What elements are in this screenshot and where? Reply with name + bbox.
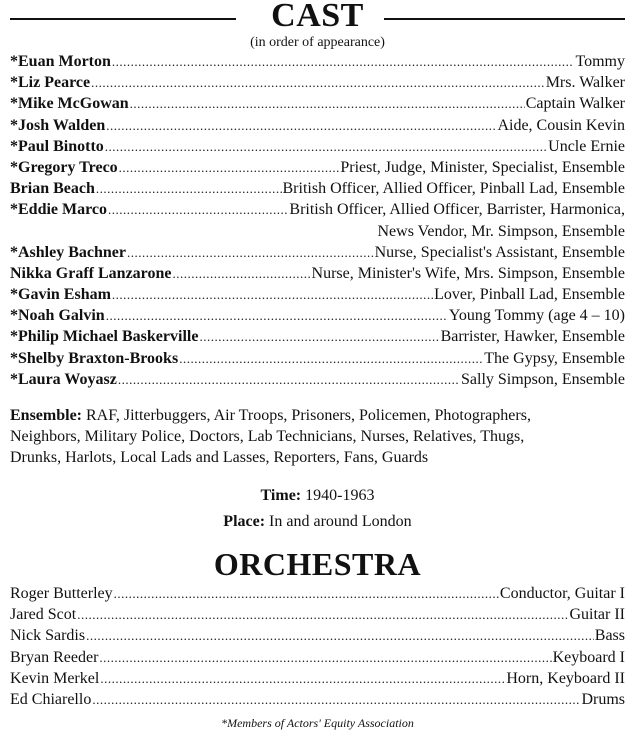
dot-leader <box>99 647 551 668</box>
cast-title: CAST <box>271 0 364 34</box>
performer-name: *Eddie Marco <box>10 201 108 219</box>
performer-name: *Paul Binotto <box>10 137 104 155</box>
cast-row <box>10 51 625 72</box>
role-text: Nurse, Specialist's Assistant, Ensemble <box>374 243 625 261</box>
role-text: The Gypsy, Ensemble <box>484 349 625 367</box>
cast-row <box>10 115 625 136</box>
ensemble-text: RAF, Jitterbuggers, Air Troops, Prisoners, Policemen, Photographers, <box>86 407 531 424</box>
dot-leader <box>77 604 568 625</box>
role-text: Young Tommy (age 4 – 10) <box>448 307 625 325</box>
cast-row <box>10 326 625 347</box>
dot-leader <box>96 178 282 199</box>
role-text: Horn, Keyboard II <box>506 669 625 687</box>
dot-leader <box>118 369 460 390</box>
cast-subtitle: (in order of appearance) <box>250 35 385 50</box>
dot-leader <box>106 115 496 136</box>
performer-name: *Josh Walden <box>10 116 106 134</box>
cast-row <box>10 199 625 220</box>
ensemble-paragraph <box>10 405 625 468</box>
dot-leader <box>106 305 448 326</box>
performer-name: Jared Scot <box>10 606 77 624</box>
equity-footnote: *Members of Actors' Equity Association <box>221 716 414 730</box>
cast-rule-right <box>384 18 625 20</box>
cast-row <box>10 305 625 326</box>
dot-leader <box>112 284 433 305</box>
role-text: Barrister, Hawker, Ensemble <box>440 328 625 346</box>
cast-row <box>10 136 625 157</box>
role-text: Captain Walker <box>525 95 625 113</box>
orchestra-row <box>10 689 625 710</box>
role-text: Nurse, Minister's Wife, Mrs. Simpson, Ensemble <box>311 264 625 282</box>
dot-leader <box>127 242 374 263</box>
role-text: Drums <box>581 690 625 708</box>
cast-row <box>10 242 625 263</box>
dot-leader <box>179 348 483 369</box>
performer-name: *Ashley Bachner <box>10 243 126 261</box>
role-text: Keyboard I <box>552 648 625 666</box>
orchestra-title: ORCHESTRA <box>213 546 422 582</box>
role-text: British Officer, Allied Officer, Barrister, Harmonica, <box>289 201 625 219</box>
cast-list <box>10 51 625 390</box>
time-label: Time: <box>260 487 302 504</box>
dot-leader <box>105 136 547 157</box>
performer-name: Brian Beach <box>10 180 95 198</box>
performer-name: Nikka Graff Lanzarone <box>10 264 172 282</box>
performer-name: Bryan Reeder <box>10 648 99 666</box>
performer-name: Ed Chiarello <box>10 690 92 708</box>
cast-row <box>10 263 625 284</box>
place-line <box>0 513 635 531</box>
orchestra-row <box>10 668 625 689</box>
ensemble-line <box>10 405 625 426</box>
orchestra-row <box>10 604 625 625</box>
orchestra-list <box>10 583 625 710</box>
dot-leader <box>91 72 545 93</box>
performer-name: *Euan Morton <box>10 53 111 70</box>
orchestra-row <box>10 647 625 668</box>
performer-name: *Noah Galvin <box>10 307 105 325</box>
cast-row <box>10 157 625 178</box>
place-value: In and around London <box>269 513 412 530</box>
role-text: Conductor, Guitar I <box>499 585 625 602</box>
dot-leader <box>112 51 575 72</box>
dot-leader <box>92 689 580 710</box>
cast-row <box>10 178 625 199</box>
role-text: Priest, Judge, Minister, Specialist, Ensemble <box>340 158 625 176</box>
role-text: Guitar II <box>569 606 625 624</box>
cast-row <box>10 93 625 114</box>
performer-name: *Shelby Braxton-Brooks <box>10 349 179 367</box>
cast-row <box>10 348 625 369</box>
dot-leader <box>199 326 439 347</box>
role-text: News Vendor, Mr. Simpson, Ensemble <box>377 222 625 240</box>
role-text: Lover, Pinball Lad, Ensemble <box>434 286 625 304</box>
cast-header <box>0 0 635 56</box>
dot-leader <box>100 668 505 689</box>
role-text: Uncle Ernie <box>548 137 625 155</box>
dot-leader <box>172 263 310 284</box>
performer-name: Nick Sardis <box>10 627 86 645</box>
performer-name: *Philip Michael Baskerville <box>10 328 199 346</box>
performer-name: *Mike McGowan <box>10 95 129 113</box>
role-text: Mrs. Walker <box>545 74 625 92</box>
ensemble-label: Ensemble: <box>10 407 82 424</box>
performer-name: *Liz Pearce <box>10 74 91 92</box>
performer-name: *Gregory Treco <box>10 158 118 176</box>
role-text: Tommy <box>575 53 625 70</box>
performer-name: Kevin Merkel <box>10 669 100 687</box>
role-text: British Officer, Allied Officer, Pinball Lad, Ensemble <box>282 180 625 198</box>
role-text: Bass <box>594 627 625 645</box>
performer-name: Roger Butterley <box>10 585 113 602</box>
dot-leader <box>119 157 340 178</box>
dot-leader <box>114 583 499 604</box>
ensemble-line: Drunks, Harlots, Local Lads and Lasses, Reporters, Fans, Guards <box>10 449 429 466</box>
role-text: Sally Simpson, Ensemble <box>461 370 625 388</box>
place-label: Place: <box>223 513 266 530</box>
time-value: 1940-1963 <box>305 487 375 504</box>
role-text: Aide, Cousin Kevin <box>497 116 625 134</box>
dot-leader <box>130 93 525 114</box>
cast-row <box>10 369 625 390</box>
performer-name: *Laura Woyasz <box>10 370 117 388</box>
cast-row <box>10 284 625 305</box>
dot-leader <box>108 199 288 220</box>
dot-leader <box>86 625 594 646</box>
ensemble-line: Neighbors, Military Police, Doctors, Lab Technicians, Nurses, Relatives, Thugs, <box>10 428 525 445</box>
orchestra-row <box>10 625 625 646</box>
orchestra-row <box>10 583 625 604</box>
performer-name: *Gavin Esham <box>10 286 111 304</box>
time-line <box>0 487 635 505</box>
cast-row <box>10 221 625 242</box>
cast-row <box>10 72 625 93</box>
